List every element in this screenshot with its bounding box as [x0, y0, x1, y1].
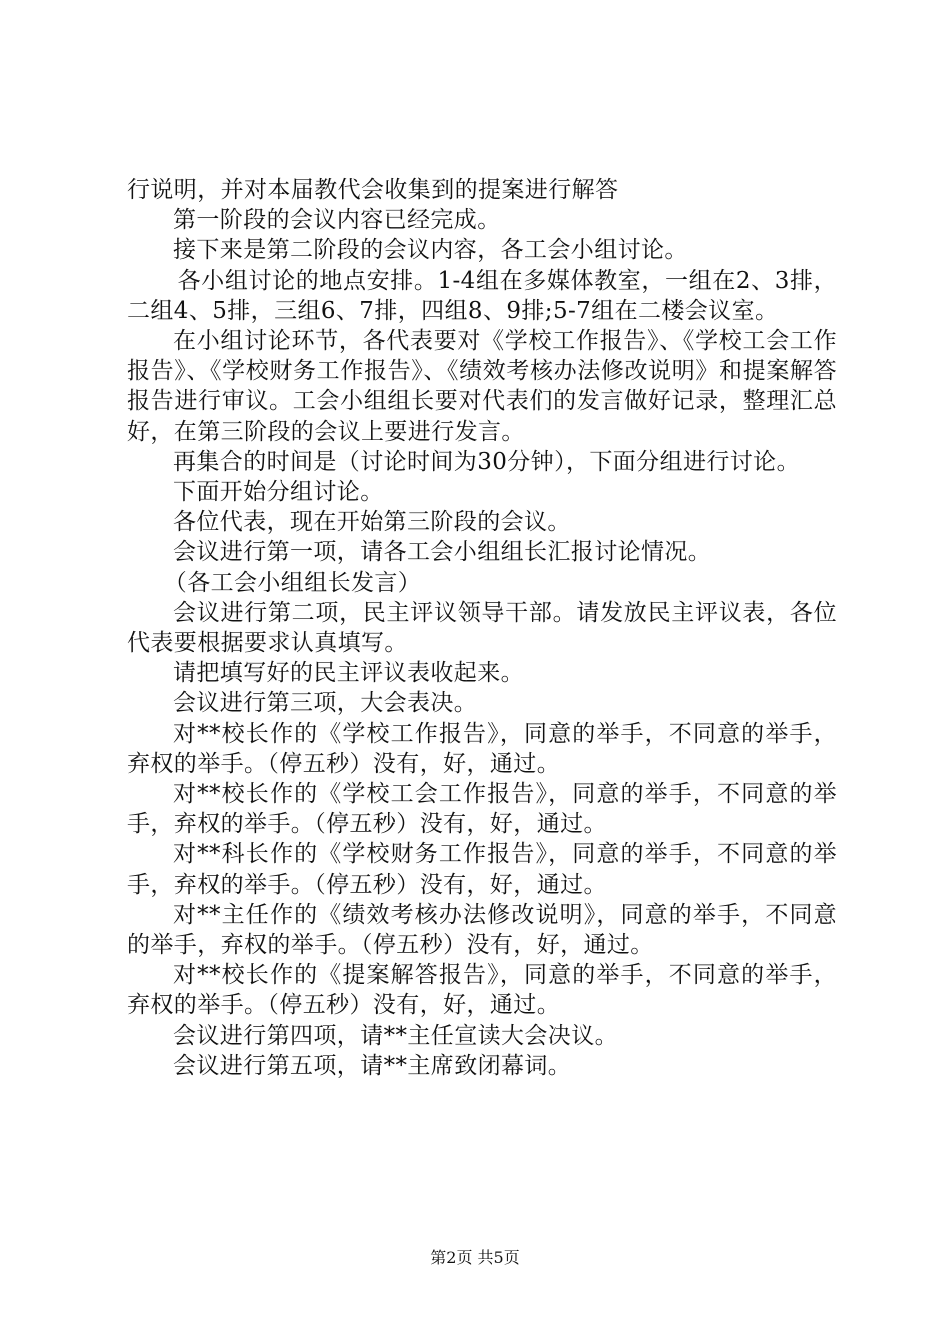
paragraph: 对**校长作的《学校工会工作报告》，同意的举手，不同意的举手，弃权的举手。（停五秒）没有，好，通过。: [127, 781, 837, 838]
paragraph: 会议进行第一项，请各工会小组组长汇报讨论情况。: [173, 539, 712, 566]
paragraph: 第一阶段的会议内容已经完成。: [173, 207, 501, 234]
paragraph: 各位代表，现在开始第三阶段的会议。: [173, 509, 571, 536]
page-footer: [0, 1245, 950, 1268]
page-number: 第2页 共5页: [430, 1248, 520, 1267]
paragraph-continuation: 行说明，并对本届教代会收集到的提案进行解答: [127, 177, 619, 203]
paragraph: 会议进行第二项，民主评议领导干部。请发放民主评议表，各位代表要根据要求认真填写。: [127, 599, 837, 657]
paragraph: 请把填写好的民主评议表收起来。: [173, 660, 524, 687]
paragraph: 下面开始分组讨论。: [173, 479, 384, 506]
paragraph: 在小组讨论环节，各代表要对《学校工作报告》、《学校工会工作报告》、《学校财务工作报告》、《绩效考核办法修改说明》和提案解答报告进行审议。工会小组组长要对代表们的发言做好记录，整理汇总好，在第三阶段的会议上要进行发言。: [127, 328, 837, 445]
paragraph: 会议进行第三项，大会表决。: [173, 690, 478, 717]
paragraph: 对**科长作的《学校财务工作报告》，同意的举手，不同意的举手，弃权的举手。（停五秒）没有，好，通过。: [127, 841, 837, 898]
paragraph: （各工会小组组长发言）: [163, 569, 422, 596]
paragraph: 再集合的时间是（讨论时间为30分钟），下面分组进行讨论。: [173, 448, 800, 475]
paragraph: 各小组讨论的地点安排。1-4组在多媒体教室，一组在2、3排，二组4、5排，三组6、7排，四组8、9排;5-7组在二楼会议室。: [127, 267, 837, 324]
paragraph: 接下来是第二阶段的会议内容，各工会小组讨论。: [173, 237, 688, 264]
document-body: [127, 175, 837, 1081]
paragraph: 对**校长作的《学校工作报告》，同意的举手，不同意的举手，弃权的举手。（停五秒）没有，好，通过。: [127, 720, 837, 777]
paragraph: 对**主任作的《绩效考核办法修改说明》，同意的举手，不同意的举手，弃权的举手。（停五秒）没有，好，通过。: [127, 901, 837, 959]
paragraph: 会议进行第四项，请**主任宣读大会决议。: [173, 1022, 618, 1049]
paragraph: 对**校长作的《提案解答报告》，同意的举手，不同意的举手，弃权的举手。（停五秒）没有，好，通过。: [127, 962, 837, 1019]
paragraph: 会议进行第五项，请**主席致闭幕词。: [173, 1052, 572, 1079]
